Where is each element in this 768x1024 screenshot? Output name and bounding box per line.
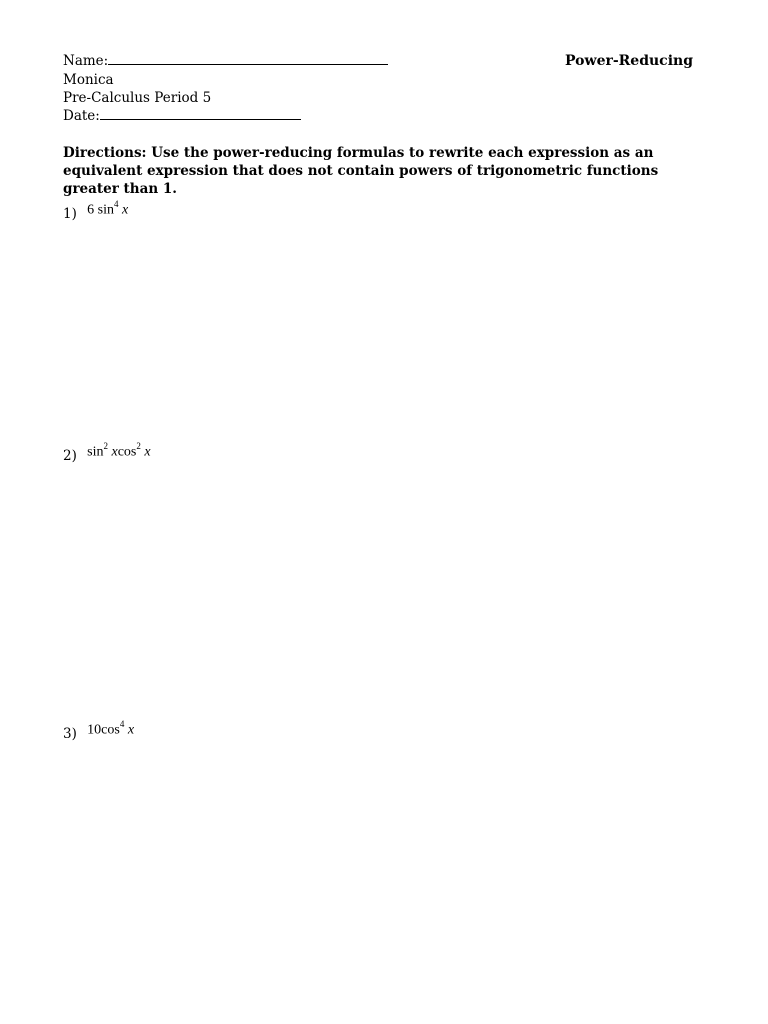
- problem-number: 3): [63, 725, 77, 742]
- directions-text: Directions: Use the power-reducing formulas to rewrite each expression as an equivalent expression that does not contain powers of trigonometric functions greater than 1.: [63, 145, 659, 197]
- expr-function: sin: [97, 202, 114, 218]
- problem-2: [63, 441, 151, 464]
- name-blank: [108, 52, 388, 65]
- name-line: [63, 52, 388, 70]
- expr-power: 4: [119, 719, 125, 729]
- date-label: Date:: [63, 108, 100, 124]
- expr-coefficient: 6: [87, 202, 95, 218]
- problem-1: [63, 199, 129, 222]
- student-name: Monica: [63, 72, 114, 88]
- problem-expression: [87, 200, 128, 219]
- expr-power: 2: [103, 441, 108, 451]
- problem-expression: [87, 720, 134, 739]
- expr-variable: x: [127, 722, 135, 738]
- problem-number: 2): [63, 447, 77, 464]
- expr-function: cos: [101, 722, 120, 738]
- worksheet-title: Power-Reducing: [565, 53, 693, 69]
- date-blank: [100, 107, 301, 120]
- problem-number: 1): [63, 205, 77, 222]
- problem-expression: [87, 442, 150, 461]
- problem-3: [63, 719, 135, 742]
- expr-power-2: 2: [136, 441, 141, 451]
- name-label: Name:: [63, 53, 109, 69]
- expr-function-2: cos: [117, 444, 137, 460]
- class-period: Pre-Calculus Period 5: [63, 90, 212, 106]
- expr-function: sin: [87, 444, 104, 460]
- expr-variable: x: [122, 202, 129, 218]
- date-line: [63, 107, 301, 125]
- expr-variable-2: x: [144, 444, 151, 460]
- expr-coefficient: 10: [87, 722, 102, 738]
- expr-variable: x: [111, 444, 118, 460]
- expr-power: 4: [114, 199, 119, 209]
